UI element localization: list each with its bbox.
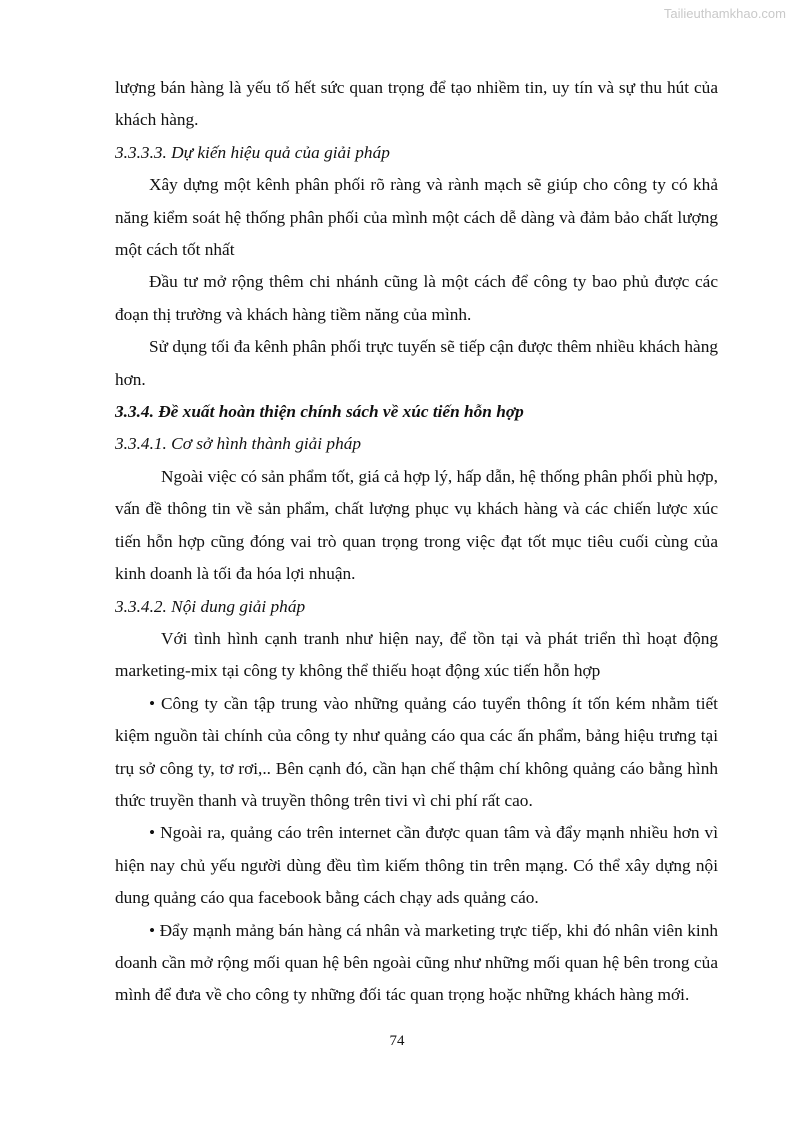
paragraph: Ngoài việc có sản phẩm tốt, giá cả hợp lý, hấp dẫn, hệ thống phân phối phù hợp, vấn đề thông tin về sản phẩm, chất lượng phục vụ khách hàng và các chiến lược xúc tiến hỗn hợp cũng đóng vai trò quan trọng trong việc đạt tốt mục tiêu cuối cùng của kinh doanh là tối đa hóa lợi nhuận. — [115, 466, 718, 584]
paragraph-continuation: lượng bán hàng là yếu tố hết sức quan trọng để tạo nhiềm tin, uy tín và sự thu hút của khách hàng. — [115, 78, 718, 130]
bullet-item: • Công ty cần tập trung vào những quảng cáo tuyển thông ít tốn kém nhằm tiết kiệm nguồn tài chính của công ty như quảng cáo qua các ấn phẩm, bảng hiệu trưng tại trụ sở công ty, tơ rơi,.. Bên cạnh đó, cần hạn chế thậm chí không quảng cáo bằng hình thức truyền thanh và truyền thông trên tivi vì chi phí rất cao. — [115, 693, 718, 810]
watermark: Tailieuthamkhao.com — [663, 6, 786, 21]
page-body — [115, 72, 718, 1012]
heading-3-3-4-2: 3.3.4.2. Nội dung giải pháp — [115, 596, 306, 616]
heading-3-3-4-1: 3.3.4.1. Cơ sở hình thành giải pháp — [115, 434, 361, 454]
bullet-item: • Đẩy mạnh mảng bán hàng cá nhân và marketing trực tiếp, khi đó nhân viên kinh doanh cần mở rộng mối quan hệ bên ngoài cũng như những mối quan hệ bên trong của mình để đưa về cho công ty những đối tác quan trọng hoặc những khách hàng mới. — [115, 920, 718, 1005]
paragraph: Xây dựng một kênh phân phối rõ ràng và rành mạch sẽ giúp cho công ty có khả năng kiểm soát hệ thống phân phối của mình một cách dễ dàng và đảm bảo chất lượng một cách tốt nhất — [115, 175, 718, 260]
heading-3-3-4: 3.3.4. Đề xuất hoàn thiện chính sách về xúc tiến hỗn hợp — [115, 402, 524, 422]
bullet-item: • Ngoài ra, quảng cáo trên internet cần được quan tâm và đẩy mạnh nhiều hơn vì hiện nay chủ yếu người dùng đều tìm kiếm thông tin trên mạng. Có thể xây dựng nội dung quảng cáo qua facebook bằng cách chạy ads quảng cáo. — [115, 823, 718, 908]
paragraph: Sử dụng tối đa kênh phân phối trực tuyến sẽ tiếp cận được thêm nhiều khách hàng hơn. — [115, 337, 718, 389]
heading-3-3-3-3: 3.3.3.3. Dự kiến hiệu quả của giải pháp — [115, 142, 390, 162]
paragraph: Đầu tư mở rộng thêm chi nhánh cũng là một cách để công ty bao phủ được các đoạn thị trường và khách hàng tiềm năng của mình. — [115, 272, 718, 324]
page-number: 74 — [389, 1033, 405, 1049]
paragraph: Với tình hình cạnh tranh như hiện nay, để tồn tại và phát triển thì hoạt động marketing-mix tại công ty không thể thiếu hoạt động xúc tiến hỗn hợp — [115, 628, 718, 681]
